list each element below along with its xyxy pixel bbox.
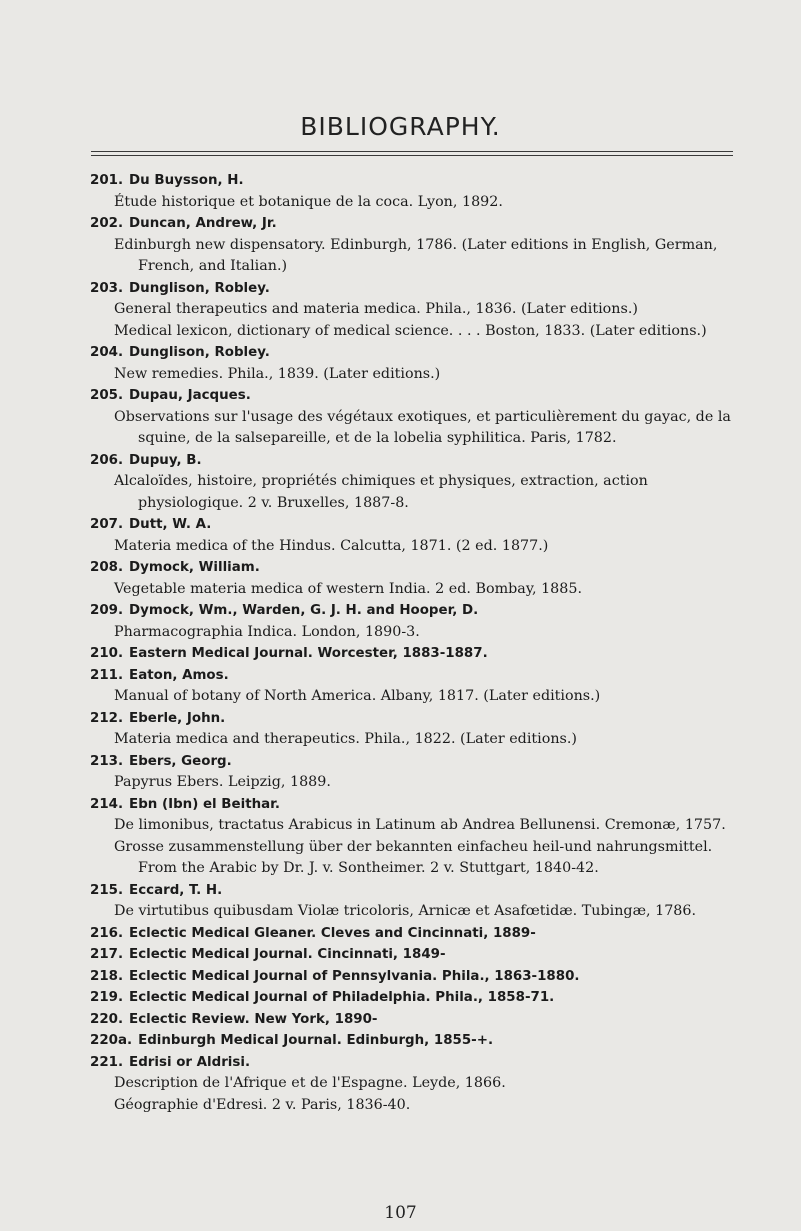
bibliography-entry: [90, 944, 740, 966]
entry-number: 216.: [90, 925, 124, 941]
entry-number: 215.: [90, 882, 124, 898]
entry-author: Dymock, Wm., Warden, G. J. H. and Hooper, D.: [129, 603, 479, 618]
entry-author: Eclectic Medical Gleaner. Cleves and Cincinnati, 1889-: [129, 925, 536, 941]
entry-heading: [90, 880, 740, 902]
entry-reference: Description de l'Afrique et de l'Espagne. Leyde, 1866.: [114, 1075, 506, 1091]
entry-heading: [90, 170, 740, 192]
bibliography-list: [90, 170, 740, 1116]
entry-number: 206.: [90, 452, 124, 468]
entry-reference: De limonibus, tractatus Arabicus in Latinum ab Andrea Bellunensi. Cremonæ, 1757.: [114, 817, 726, 833]
entry-author: Ebn (Ibn) el Beithar.: [129, 796, 280, 812]
entry-reference: General therapeutics and materia medica. Phila., 1836. (Later editions.): [114, 301, 638, 317]
entry-author: Dunglison, Robley.: [129, 345, 270, 360]
entry-heading: [90, 966, 740, 988]
entry-heading: [90, 1009, 740, 1031]
entry-number: 221.: [90, 1054, 124, 1070]
entry-number: 220.: [90, 1011, 124, 1027]
entry-reference: Géographie d'Edresi. 2 v. Paris, 1836-40.: [114, 1096, 411, 1113]
entry-number: 204.: [90, 345, 124, 360]
bibliography-entry: [90, 450, 740, 515]
entry-number: 211.: [90, 667, 124, 683]
bibliography-entry: [90, 665, 740, 708]
bibliography-entry: [90, 514, 740, 557]
bibliography-entry: [90, 1052, 740, 1117]
entry-number: 205.: [90, 388, 124, 403]
entry-author: Eclectic Medical Journal. Cincinnati, 1849-: [129, 947, 446, 962]
entry-number: 217.: [90, 947, 124, 962]
entry-author: Dunglison, Robley.: [129, 280, 270, 296]
entry-number: 208.: [90, 560, 124, 575]
entry-author: Dupuy, B.: [129, 452, 202, 468]
entry-reference: New remedies. Phila., 1839. (Later editions.): [114, 365, 441, 382]
entry-heading: [90, 557, 740, 579]
entry-number: 202.: [90, 216, 124, 231]
bibliography-entry: [90, 708, 740, 751]
entry-author: Dutt, W. A.: [129, 517, 212, 532]
entry-heading: [90, 794, 740, 816]
entry-reference: Alcaloïdes, histoire, propriétés chimiques et physiques, extraction, action physiologique. 2 v. Bruxelles, 1887-8.: [114, 473, 648, 511]
entry-number: 203.: [90, 280, 124, 296]
entry-number: 220a.: [90, 1033, 133, 1048]
bibliography-entry: [90, 170, 740, 213]
entry-author: Ebers, Georg.: [129, 753, 232, 769]
entry-heading: [90, 1052, 740, 1074]
bibliography-entry: [90, 794, 740, 880]
bibliography-entry: [90, 923, 740, 945]
bibliography-entry: [90, 385, 740, 450]
page-title: BIBLIOGRAPHY.: [300, 112, 501, 141]
entry-heading: [90, 213, 740, 235]
bibliography-entry: [90, 987, 740, 1009]
entry-heading: [90, 751, 740, 773]
entry-number: 212.: [90, 710, 124, 726]
title-rule-top: [91, 151, 733, 152]
bibliography-entry: [90, 600, 740, 643]
entry-reference: Grosse zusammenstellung über der bekannten einfacheu heil-und nahrungsmittel. From the Arabic by Dr. J. v. Sontheimer. 2 v. Stuttgart, 1840-42.: [114, 838, 713, 876]
entry-author: Eclectic Medical Journal of Philadelphia. Phila., 1858-71.: [129, 990, 555, 1005]
entry-heading: [90, 600, 740, 622]
entry-reference: Étude historique et botanique de la coca. Lyon, 1892.: [114, 193, 503, 210]
entry-number: 201.: [90, 173, 124, 188]
entry-number: 210.: [90, 646, 124, 661]
entry-heading: [90, 385, 740, 407]
entry-author: Eclectic Review. New York, 1890-: [129, 1011, 378, 1027]
entry-author: Edinburgh Medical Journal. Edinburgh, 1855-+.: [138, 1033, 494, 1048]
entry-author: Du Buysson, H.: [129, 173, 244, 188]
entry-number: 214.: [90, 796, 124, 812]
bibliography-entry: [90, 966, 740, 988]
entry-heading: [90, 987, 740, 1009]
page-number: 107: [384, 1203, 417, 1223]
entry-heading: [90, 665, 740, 687]
entry-author: Dupau, Jacques.: [129, 388, 251, 403]
entry-reference: Medical lexicon, dictionary of medical science. . . . Boston, 1833. (Later editions.): [114, 322, 707, 339]
entry-author: Eastern Medical Journal. Worcester, 1883-1887.: [129, 646, 488, 661]
bibliography-entry: [90, 278, 740, 343]
entry-author: Eberle, John.: [129, 710, 226, 726]
entry-heading: [90, 923, 740, 945]
entry-reference: Vegetable materia medica of western India. 2 ed. Bombay, 1885.: [114, 580, 583, 597]
entry-heading: [90, 1030, 740, 1052]
entry-reference: De virtutibus quibusdam Violæ tricoloris, Arnicæ et Asafœtidæ. Tubingæ, 1786.: [114, 903, 697, 919]
entry-heading: [90, 643, 740, 665]
entry-reference: Edinburgh new dispensatory. Edinburgh, 1786. (Later editions in English, German, French, and Italian.): [114, 236, 718, 274]
entry-reference: Pharmacographia Indica. London, 1890-3.: [114, 623, 420, 640]
entry-reference: Materia medica of the Hindus. Calcutta, 1871. (2 ed. 1877.): [114, 537, 549, 554]
entry-author: Eclectic Medical Journal of Pennsylvania. Phila., 1863-1880.: [129, 968, 580, 984]
entry-number: 213.: [90, 753, 124, 769]
entry-reference: Manual of botany of North America. Albany, 1817. (Later editions.): [114, 688, 601, 704]
bibliography-entry: [90, 643, 740, 665]
bibliography-entry: [90, 342, 740, 385]
entry-author: Dymock, William.: [129, 560, 260, 575]
entry-heading: [90, 342, 740, 364]
bibliography-entry: [90, 213, 740, 278]
entry-number: 219.: [90, 990, 124, 1005]
entry-heading: [90, 278, 740, 300]
entry-heading: [90, 708, 740, 730]
entry-reference: Papyrus Ebers. Leipzig, 1889.: [114, 774, 331, 790]
entry-reference: Materia medica and therapeutics. Phila., 1822. (Later editions.): [114, 731, 577, 747]
entry-number: 209.: [90, 603, 124, 618]
entry-author: Duncan, Andrew, Jr.: [129, 216, 277, 231]
entry-heading: [90, 514, 740, 536]
entry-author: Eaton, Amos.: [129, 667, 229, 683]
entry-author: Edrisi or Aldrisi.: [129, 1054, 251, 1070]
bibliography-entry: [90, 1030, 740, 1052]
entry-number: 218.: [90, 968, 124, 984]
entry-number: 207.: [90, 517, 124, 532]
entry-reference: Observations sur l'usage des végétaux exotiques, et particulièrement du gayac, de la squine, de la salsepareille, et de la lobelia syphilitica. Paris, 1782.: [114, 408, 731, 446]
bibliography-entry: [90, 751, 740, 794]
bibliography-entry: [90, 557, 740, 600]
entry-heading: [90, 944, 740, 966]
bibliography-entry: [90, 1009, 740, 1031]
bibliography-entry: [90, 880, 740, 923]
entry-author: Eccard, T. H.: [129, 882, 223, 898]
entry-heading: [90, 450, 740, 472]
title-rule-bottom: [91, 155, 733, 156]
